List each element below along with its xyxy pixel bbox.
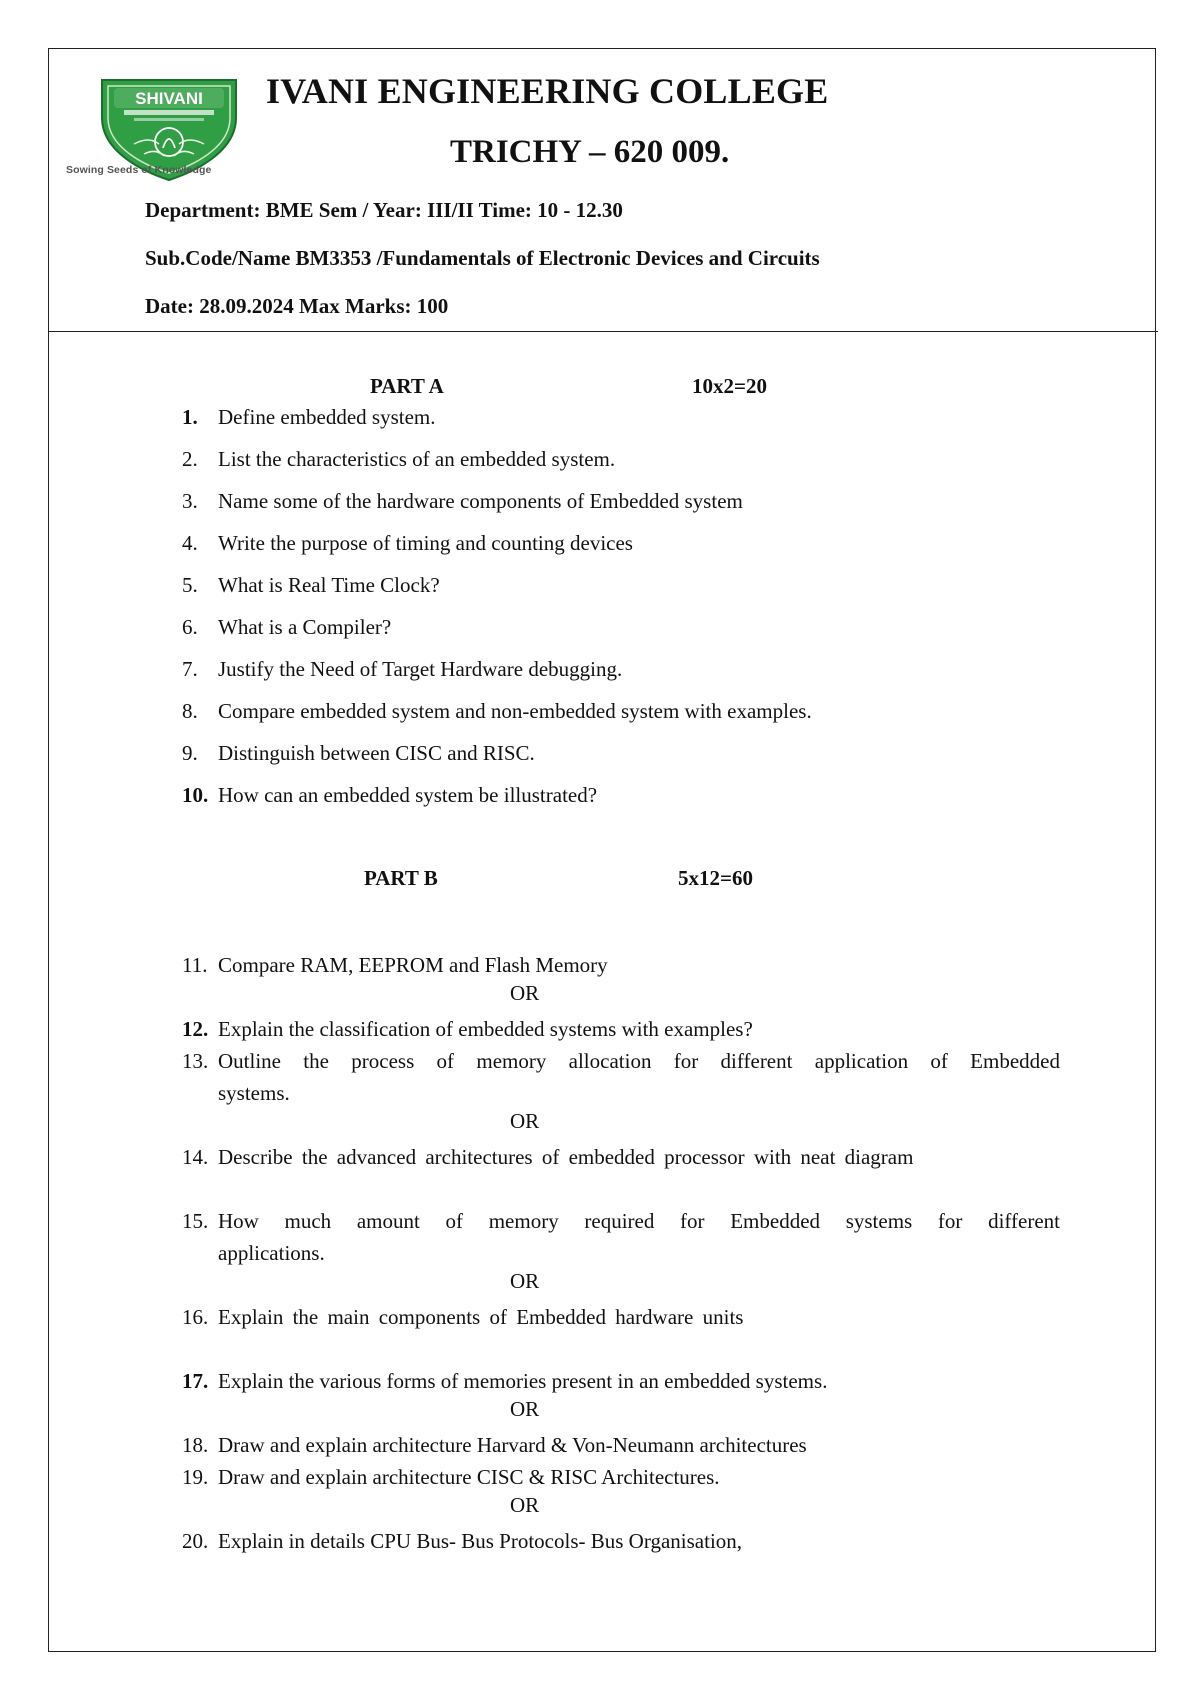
- question-text: Draw and explain architecture CISC & RISC Architectures.: [218, 1465, 720, 1489]
- question-text: Draw and explain architecture Harvard & Von-Neumann architectures: [218, 1433, 807, 1457]
- question-text: What is Real Time Clock?: [218, 573, 440, 597]
- part-a-question: [182, 573, 440, 598]
- part-b-question: [182, 1301, 1060, 1333]
- question-text: Explain in details CPU Bus- Bus Protocols- Bus Organisation,: [218, 1529, 743, 1553]
- part-a-title: PART A: [370, 374, 444, 398]
- question-number: 11.: [182, 953, 208, 977]
- college-name: IVANI ENGINEERING COLLEGE: [266, 71, 829, 111]
- logo-name-text: SHIVANI: [135, 89, 203, 108]
- question-number: 15.: [182, 1209, 209, 1233]
- part-b-question: [182, 1525, 1060, 1557]
- part-a-question: [182, 405, 436, 430]
- part-b-question: [182, 1205, 1060, 1269]
- logo-tagline: Sowing Seeds of Knowledge: [66, 164, 212, 176]
- question-number: 7.: [182, 657, 198, 681]
- question-text: How much amount of memory required for Embedded systems for different: [218, 1209, 1060, 1233]
- department-line: Department: BME Sem / Year: III/II Time: 10 - 12.30: [145, 198, 623, 222]
- part-b-question: [182, 949, 1060, 981]
- question-text: Outline the process of memory allocation for different application of Embedded: [218, 1049, 1060, 1073]
- question-number: 13.: [182, 1049, 209, 1073]
- question-text: What is a Compiler?: [218, 615, 392, 639]
- part-a-question: [182, 657, 622, 682]
- question-number: 9.: [182, 741, 198, 765]
- question-text: Write the purpose of timing and counting devices: [218, 531, 633, 555]
- question-text: Distinguish between CISC and RISC.: [218, 741, 535, 765]
- question-number: 2.: [182, 447, 198, 471]
- page-border: [48, 48, 1156, 1652]
- question-text: Explain the various forms of memories present in an embedded systems.: [218, 1369, 828, 1393]
- question-number: 20.: [182, 1529, 209, 1553]
- question-text: List the characteristics of an embedded system.: [218, 447, 616, 471]
- or-label: OR: [510, 1269, 540, 1293]
- question-text-continued: systems.: [218, 1081, 290, 1105]
- question-number: 5.: [182, 573, 198, 597]
- question-number: 19.: [182, 1465, 209, 1489]
- question-number: 4.: [182, 531, 198, 555]
- or-label: OR: [510, 1397, 540, 1421]
- part-a-question: [182, 489, 743, 514]
- part-b-question: [182, 1045, 1060, 1109]
- part-b-question: [182, 1141, 1060, 1173]
- question-number: 1.: [182, 405, 198, 429]
- question-text: Compare embedded system and non-embedded system with examples.: [218, 699, 812, 723]
- question-text: How can an embedded system be illustrated?: [218, 783, 598, 807]
- part-a-question: [182, 615, 391, 640]
- header-divider: [48, 331, 1158, 332]
- part-b-question: [182, 1013, 1060, 1045]
- question-number: 12.: [182, 1017, 209, 1041]
- part-a-question: [182, 741, 535, 766]
- question-number: 14.: [182, 1145, 209, 1169]
- question-text: Justify the Need of Target Hardware debugging.: [218, 657, 623, 681]
- or-label: OR: [510, 1493, 540, 1517]
- question-text: Name some of the hardware components of Embedded system: [218, 489, 743, 513]
- question-text-continued: applications.: [218, 1241, 325, 1265]
- subject-line: Sub.Code/Name BM3353 /Fundamentals of Electronic Devices and Circuits: [145, 246, 820, 270]
- question-number: 6.: [182, 615, 198, 639]
- question-text: Compare RAM, EEPROM and Flash Memory: [218, 953, 608, 977]
- part-b-title: PART B: [364, 866, 438, 890]
- date-line: Date: 28.09.2024 Max Marks: 100: [145, 294, 449, 318]
- question-text: Explain the main components of Embedded hardware units: [218, 1305, 744, 1329]
- question-number: 17.: [182, 1369, 209, 1393]
- or-label: OR: [510, 1109, 540, 1133]
- college-city: TRICHY – 620 009.: [450, 134, 730, 170]
- part-b-question: [182, 1365, 1060, 1397]
- question-text: Explain the classification of embedded systems with examples?: [218, 1017, 753, 1041]
- part-a-question: [182, 783, 597, 808]
- question-text: Define embedded system.: [218, 405, 436, 429]
- question-number: 16.: [182, 1305, 209, 1329]
- part-a-question: [182, 447, 615, 472]
- part-a-question: [182, 699, 812, 724]
- or-label: OR: [510, 981, 540, 1005]
- question-number: 10.: [182, 783, 209, 807]
- part-a-marks: 10x2=20: [692, 374, 767, 398]
- question-number: 3.: [182, 489, 198, 513]
- part-a-question: [182, 531, 633, 556]
- question-number: 8.: [182, 699, 198, 723]
- part-b-question: [182, 1429, 1060, 1461]
- part-b-marks: 5x12=60: [678, 866, 753, 890]
- question-text: Describe the advanced architectures of embedded processor with neat diagram: [218, 1145, 914, 1169]
- question-number: 18.: [182, 1433, 209, 1457]
- part-b-question: [182, 1461, 1060, 1493]
